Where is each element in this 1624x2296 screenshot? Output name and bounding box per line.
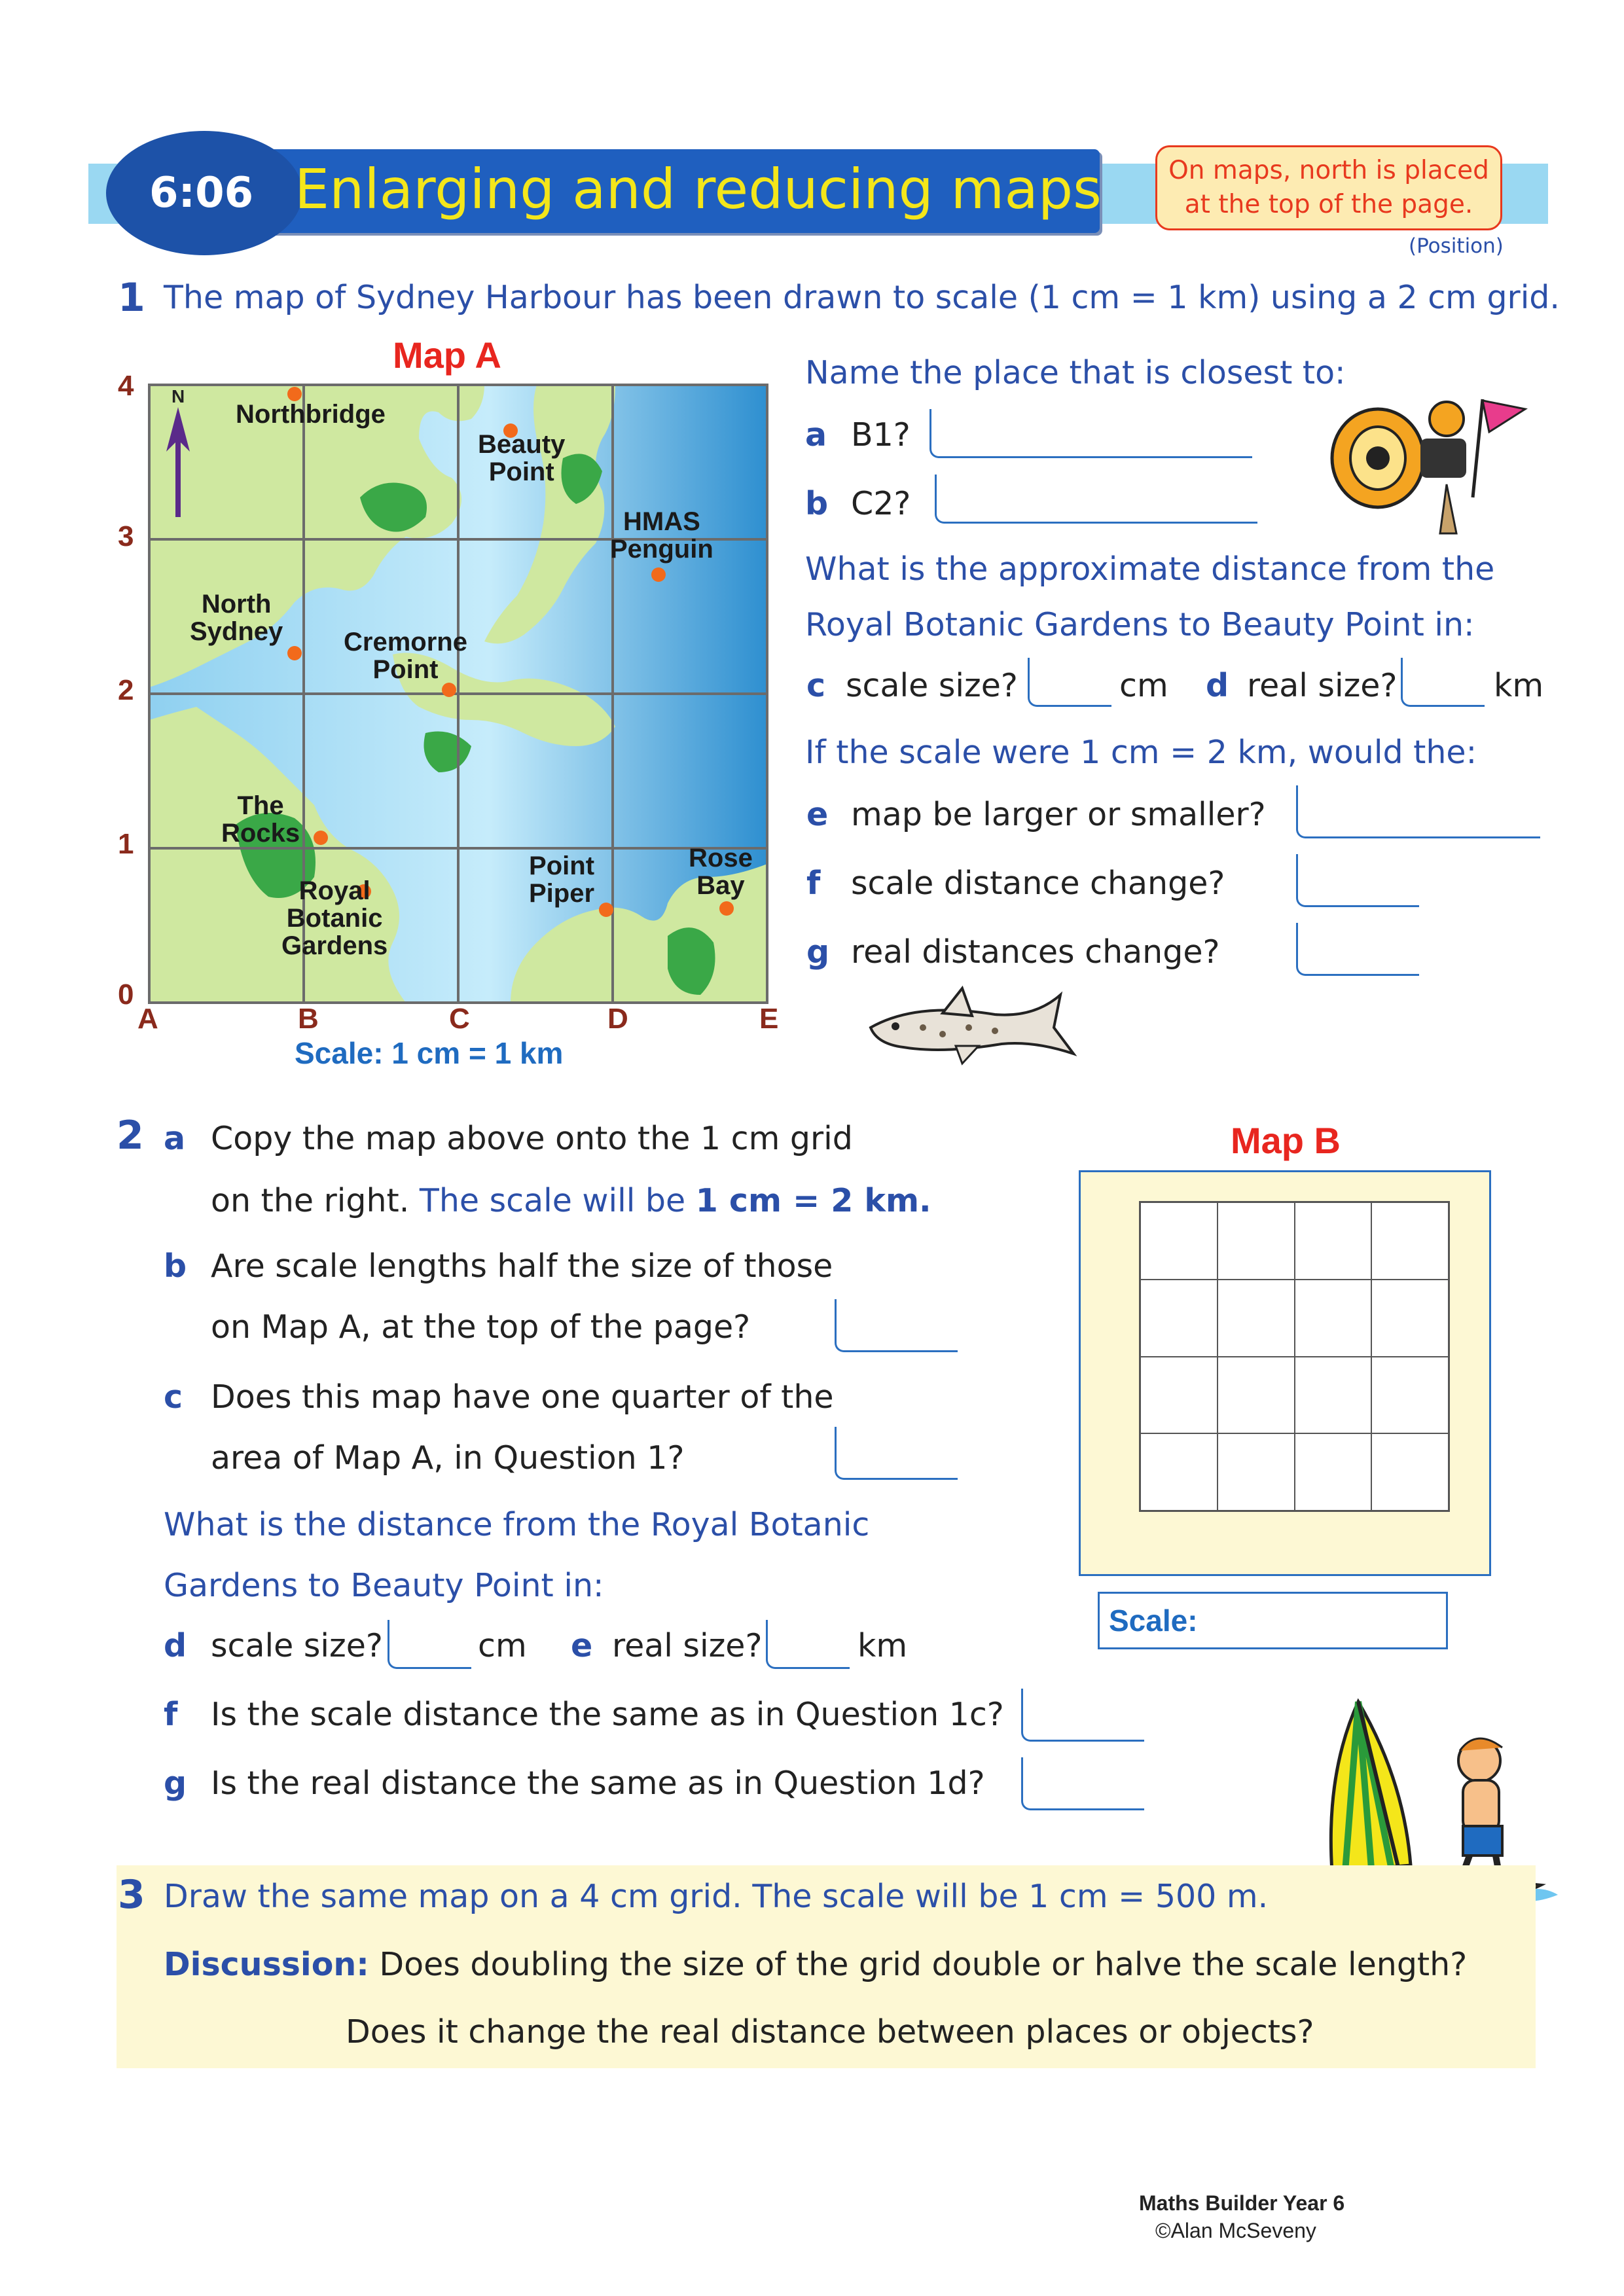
y-label-4: 4 bbox=[118, 370, 134, 402]
q1g-text: real distances change? bbox=[851, 933, 1220, 971]
q2b-answer-box[interactable] bbox=[835, 1299, 958, 1352]
q1f-text: scale distance change? bbox=[851, 865, 1225, 902]
x-label-e: E bbox=[759, 1003, 779, 1035]
q2a-scale-value: 1 cm = 2 km. bbox=[695, 1182, 931, 1219]
footer-book: Maths Builder Year 6 bbox=[1139, 2191, 1345, 2215]
q2d-answer-box[interactable] bbox=[388, 1620, 471, 1669]
q2f-text: Is the scale distance the same as in Question 1c? bbox=[211, 1696, 1004, 1733]
x-label-d: D bbox=[607, 1003, 628, 1035]
q2g-label: g bbox=[164, 1765, 187, 1802]
map-a-title: Map A bbox=[393, 334, 501, 376]
q1c-label: c bbox=[806, 667, 826, 704]
q2d-unit: cm bbox=[478, 1627, 527, 1664]
q1b-answer-box[interactable] bbox=[935, 475, 1257, 524]
place-rose-bay: Rose Bay bbox=[689, 844, 753, 900]
map-a-scale: Scale: 1 cm = 1 km bbox=[295, 1036, 564, 1070]
q1g-label: g bbox=[806, 933, 830, 971]
dot-north-sydney bbox=[287, 646, 302, 660]
q1a-answer-box[interactable] bbox=[929, 409, 1252, 458]
dot-hmas-penguin bbox=[651, 567, 666, 582]
q2e-label: e bbox=[571, 1627, 593, 1664]
q3-discussion-label: Discussion: bbox=[164, 1946, 369, 1983]
q1f-label: f bbox=[806, 865, 821, 902]
question-3-text: Draw the same map on a 4 cm grid. The scale will be 1 cm = 500 m. bbox=[164, 1878, 1269, 1915]
q1c-text: scale size? bbox=[846, 667, 1018, 704]
q1e-text: map be larger or smaller? bbox=[851, 796, 1266, 833]
q2-dist-prompt-2: Gardens to Beauty Point in: bbox=[164, 1567, 604, 1604]
q1e-label: e bbox=[806, 796, 829, 833]
q2b-text-1: Are scale lengths half the size of those bbox=[211, 1247, 833, 1285]
explorer-cartoon-icon bbox=[1316, 386, 1532, 537]
q2b-label: b bbox=[164, 1247, 187, 1285]
map-b-scale-label: Scale: bbox=[1109, 1604, 1198, 1638]
question-3-number: 3 bbox=[118, 1872, 145, 1918]
q1d-text: real size? bbox=[1247, 667, 1398, 704]
q1d-label: d bbox=[1206, 667, 1229, 704]
shark-cartoon-icon bbox=[864, 982, 1080, 1067]
dot-point-piper bbox=[599, 903, 613, 917]
place-northbridge: Northbridge bbox=[236, 400, 386, 429]
q1b-text: C2? bbox=[851, 485, 911, 522]
tip-text: On maps, north is placed at the top of the page. bbox=[1168, 156, 1489, 219]
dot-rose-bay bbox=[719, 901, 734, 916]
q2f-label: f bbox=[164, 1696, 178, 1733]
place-cremorne-point: Cremorne Point bbox=[344, 628, 467, 684]
place-beauty-point: Beauty Point bbox=[478, 430, 566, 486]
place-point-piper: Point Piper bbox=[529, 852, 595, 908]
y-label-1: 1 bbox=[118, 828, 134, 860]
q1c-answer-box[interactable] bbox=[1028, 658, 1111, 707]
section-number: 6:06 bbox=[149, 169, 254, 217]
q2e-text: real size? bbox=[612, 1627, 763, 1664]
q1d-answer-box[interactable] bbox=[1401, 658, 1485, 707]
q2g-text: Is the real distance the same as in Question 1d? bbox=[211, 1765, 985, 1802]
q2e-unit: km bbox=[857, 1627, 908, 1664]
tip-box bbox=[1155, 145, 1502, 230]
q2c-label: c bbox=[164, 1378, 183, 1416]
q3-discussion-1: Does doubling the size of the grid double or halve the scale length? bbox=[379, 1946, 1468, 1983]
dot-northbridge bbox=[287, 387, 302, 401]
q1a-text: B1? bbox=[851, 416, 911, 454]
place-royal-botanic-gardens: Royal Botanic Gardens bbox=[281, 876, 388, 960]
q1e-answer-box[interactable] bbox=[1296, 785, 1540, 838]
q1d-unit: km bbox=[1494, 667, 1544, 704]
q2e-answer-box[interactable] bbox=[766, 1620, 850, 1669]
q2a-text-1: Copy the map above onto the 1 cm grid bbox=[211, 1120, 853, 1157]
map-b-grid[interactable] bbox=[1139, 1201, 1450, 1512]
map-a bbox=[144, 380, 772, 1008]
page-title: Enlarging and reducing maps bbox=[295, 157, 1102, 221]
footer-author: ©Alan McSeveny bbox=[1155, 2219, 1316, 2242]
q2a-text-2: on the right. bbox=[211, 1182, 410, 1219]
north-label: N bbox=[171, 386, 185, 406]
q2d-label: d bbox=[164, 1627, 187, 1664]
q2b-text-2: on Map A, at the top of the page? bbox=[211, 1308, 751, 1346]
tip-tag: (Position) bbox=[1409, 234, 1504, 258]
place-hmas-penguin: HMAS Penguin bbox=[610, 507, 713, 564]
place-the-rocks: The Rocks bbox=[221, 791, 300, 848]
question-2-number: 2 bbox=[117, 1113, 144, 1158]
x-label-b: B bbox=[298, 1003, 319, 1035]
y-label-0: 0 bbox=[118, 978, 134, 1011]
q1f-answer-box[interactable] bbox=[1296, 854, 1419, 907]
y-label-2: 2 bbox=[118, 674, 134, 706]
x-label-c: C bbox=[449, 1003, 470, 1035]
q1a-label: a bbox=[805, 416, 827, 454]
dot-cremorne-point bbox=[442, 683, 456, 697]
q1-name-prompt: Name the place that is closest to: bbox=[805, 354, 1346, 391]
q1g-answer-box[interactable] bbox=[1296, 923, 1419, 976]
q2-dist-prompt-1: What is the distance from the Royal Botanic bbox=[164, 1506, 870, 1543]
x-label-a: A bbox=[137, 1003, 158, 1035]
map-b-scale-box[interactable] bbox=[1098, 1592, 1448, 1649]
q2d-text: scale size? bbox=[211, 1627, 383, 1664]
question-1-number: 1 bbox=[118, 275, 145, 321]
q2c-text-2: area of Map A, in Question 1? bbox=[211, 1439, 685, 1477]
place-north-sydney: North Sydney bbox=[190, 590, 283, 646]
q2c-answer-box[interactable] bbox=[835, 1427, 958, 1480]
map-b-title: Map B bbox=[1231, 1120, 1341, 1161]
q1-dist-prompt-1: What is the approximate distance from the bbox=[805, 550, 1495, 588]
dot-the-rocks bbox=[314, 831, 328, 845]
q3-discussion-2: Does it change the real distance between places or objects? bbox=[346, 2013, 1314, 2051]
q2c-text-1: Does this map have one quarter of the bbox=[211, 1378, 834, 1416]
q3-discussion-line-1 bbox=[164, 1945, 1467, 1984]
q1b-label: b bbox=[805, 485, 829, 522]
q2a-label: a bbox=[164, 1120, 186, 1157]
q1c-unit: cm bbox=[1119, 667, 1168, 704]
q2g-answer-box[interactable] bbox=[1021, 1757, 1144, 1810]
question-1-intro: The map of Sydney Harbour has been drawn to scale (1 cm = 1 km) using a 2 cm grid. bbox=[164, 279, 1560, 316]
q2a-line-2 bbox=[211, 1181, 931, 1221]
q1-dist-prompt-2: Royal Botanic Gardens to Beauty Point in: bbox=[805, 606, 1475, 643]
q1-if-prompt: If the scale were 1 cm = 2 km, would the: bbox=[805, 734, 1477, 771]
y-label-3: 3 bbox=[118, 520, 134, 552]
q2f-answer-box[interactable] bbox=[1021, 1689, 1144, 1742]
q2a-scale-pre: The scale will be bbox=[419, 1182, 686, 1219]
